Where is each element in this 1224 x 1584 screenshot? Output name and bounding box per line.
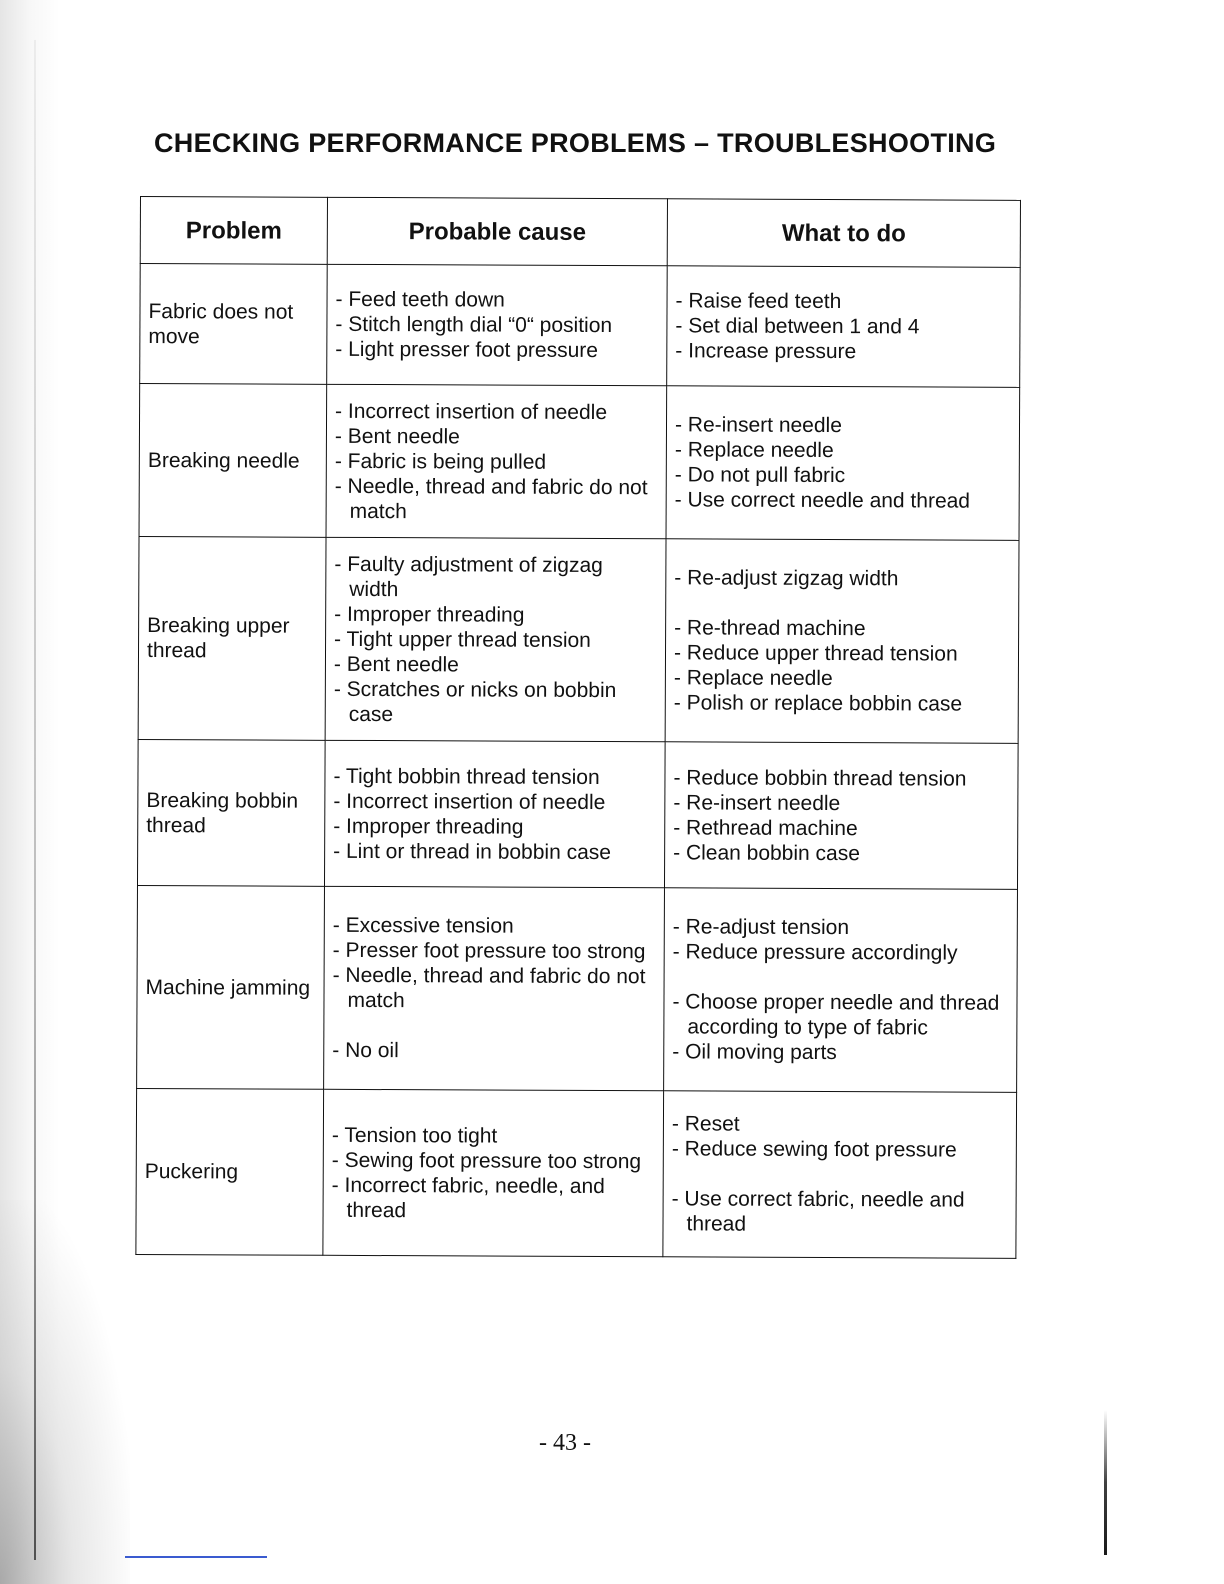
header-problem: Problem bbox=[140, 197, 327, 265]
cause-item: - Improper threading bbox=[333, 814, 524, 839]
todo-list bbox=[675, 288, 1011, 364]
cause-item: - Bent needle bbox=[334, 424, 460, 448]
todo-item: - Oil moving parts bbox=[672, 1040, 837, 1065]
problem-label: Machine jamming bbox=[145, 975, 311, 1000]
cause-item: - Sewing foot pressure too strong bbox=[331, 1148, 642, 1173]
cause-cell bbox=[324, 886, 665, 1090]
todo-cell bbox=[665, 539, 1019, 744]
todo-item: - Reset bbox=[671, 1112, 740, 1136]
todo-item: - Re-insert needle bbox=[673, 790, 841, 815]
scan-edge-line-right bbox=[1104, 1410, 1107, 1555]
todo-list bbox=[673, 765, 1009, 866]
todo-cell bbox=[667, 266, 1021, 388]
todo-item: - Polish or replace bobbin case bbox=[673, 691, 963, 716]
cause-item: - Improper threading bbox=[334, 602, 525, 627]
todo-list bbox=[675, 412, 1011, 513]
problem-label: Puckering bbox=[144, 1160, 239, 1184]
todo-item: - Reduce upper thread tension bbox=[673, 641, 958, 666]
cause-item: - Stitch length dial “0“ position bbox=[335, 312, 613, 338]
todo-item: - Set dial between 1 and 4 bbox=[675, 314, 920, 339]
cause-item: - Light presser foot pressure bbox=[335, 337, 599, 362]
table-row bbox=[138, 536, 1019, 743]
scan-corner-shadow bbox=[0, 1200, 130, 1584]
table-row bbox=[137, 739, 1018, 889]
problem-label: Breaking needle bbox=[147, 448, 300, 473]
cause-list bbox=[332, 913, 656, 1064]
todo-item: - Re-thread machine bbox=[674, 616, 866, 641]
cause-item: - Excessive tension bbox=[332, 913, 514, 938]
header-what-to-do: What to do bbox=[667, 199, 1020, 268]
todo-item: - Reduce bobbin thread tension bbox=[673, 765, 967, 791]
todo-item: - Raise feed teeth bbox=[675, 289, 842, 314]
problem-label: Breaking bobbin thread bbox=[146, 788, 299, 837]
cause-cell bbox=[323, 1089, 664, 1256]
cause-cell bbox=[325, 537, 666, 741]
todo-item: - Re-insert needle bbox=[674, 413, 842, 438]
todo-list bbox=[671, 1111, 1008, 1237]
cause-cell bbox=[326, 384, 667, 538]
cause-item: - Needle, thread and fabric do not match bbox=[334, 474, 648, 523]
table-row bbox=[140, 264, 1021, 388]
cause-item: - No oil bbox=[332, 1038, 399, 1063]
todo-item: - Rethread machine bbox=[673, 815, 858, 840]
todo-item: - Reduce pressure accordingly bbox=[672, 940, 958, 965]
cause-item: - Incorrect fabric, needle, and thread bbox=[331, 1173, 605, 1222]
problem-label: Fabric does not move bbox=[148, 299, 294, 348]
problem-cell bbox=[137, 885, 325, 1089]
table-row bbox=[139, 384, 1020, 541]
todo-item: - Re-adjust tension bbox=[672, 915, 850, 940]
todo-item: - Use correct needle and thread bbox=[674, 488, 971, 513]
problem-cell bbox=[138, 536, 326, 740]
problem-cell bbox=[136, 1088, 324, 1255]
troubleshooting-table bbox=[135, 196, 1021, 1259]
problem-label: Breaking upper thread bbox=[146, 614, 290, 663]
todo-list bbox=[674, 565, 1011, 716]
todo-item: - Replace needle bbox=[674, 438, 834, 463]
problem-cell bbox=[137, 739, 325, 886]
header-probable-cause: Probable cause bbox=[327, 197, 667, 265]
troubleshooting-table-container bbox=[135, 196, 1020, 1259]
cause-item: - Scratches or nicks on bobbin case bbox=[333, 677, 617, 726]
cause-list bbox=[332, 1122, 655, 1223]
cause-list bbox=[335, 287, 658, 363]
todo-cell bbox=[663, 1091, 1017, 1259]
todo-item: - Increase pressure bbox=[675, 339, 857, 364]
cause-item: - Feed teeth down bbox=[335, 287, 505, 312]
cause-cell bbox=[327, 264, 668, 385]
todo-item: - Reduce sewing foot pressure bbox=[671, 1137, 957, 1162]
cause-item: - Tight bobbin thread tension bbox=[333, 764, 600, 789]
problem-cell bbox=[140, 264, 328, 385]
cause-item: - Lint or thread in bobbin case bbox=[333, 839, 612, 864]
table-row bbox=[137, 885, 1018, 1092]
cause-item: - Needle, thread and fabric do not match bbox=[332, 963, 646, 1013]
problem-cell bbox=[139, 384, 327, 538]
cause-list bbox=[333, 763, 656, 864]
todo-cell bbox=[664, 888, 1018, 1093]
page-title: CHECKING PERFORMANCE PROBLEMS – TROUBLESHOOTING bbox=[154, 128, 997, 158]
cause-item: - Fabric is being pulled bbox=[334, 449, 547, 474]
todo-item: - Replace needle bbox=[673, 666, 833, 691]
table-row bbox=[136, 1088, 1017, 1258]
cause-item: - Tight upper thread tension bbox=[334, 627, 591, 652]
todo-item: - Re-adjust zigzag width bbox=[674, 566, 899, 591]
cause-list bbox=[335, 398, 659, 524]
cause-list bbox=[334, 551, 658, 727]
cause-item: - Presser foot pressure too strong bbox=[332, 938, 646, 964]
cause-item: - Bent needle bbox=[333, 652, 459, 676]
todo-item: - Clean bobbin case bbox=[673, 840, 860, 865]
todo-cell bbox=[666, 386, 1020, 541]
page-number: - 43 - bbox=[539, 1430, 591, 1456]
todo-item: - Use correct fabric, needle and thread bbox=[671, 1187, 965, 1236]
cause-item: - Tension too tight bbox=[331, 1123, 498, 1148]
cause-item: - Incorrect insertion of needle bbox=[333, 789, 606, 814]
todo-cell bbox=[664, 742, 1018, 890]
scan-edge-line-left bbox=[34, 40, 36, 1560]
scan-artifact-line bbox=[125, 1556, 267, 1558]
todo-item: - Do not pull fabric bbox=[674, 463, 846, 488]
cause-item: - Incorrect insertion of needle bbox=[335, 399, 608, 424]
table-header-row bbox=[140, 197, 1020, 268]
cause-item: - Faulty adjustment of zigzag width bbox=[334, 552, 603, 601]
todo-list bbox=[672, 914, 1009, 1065]
cause-cell bbox=[324, 740, 665, 887]
todo-item: - Choose proper needle and thread according to type of fabric bbox=[672, 990, 1000, 1040]
